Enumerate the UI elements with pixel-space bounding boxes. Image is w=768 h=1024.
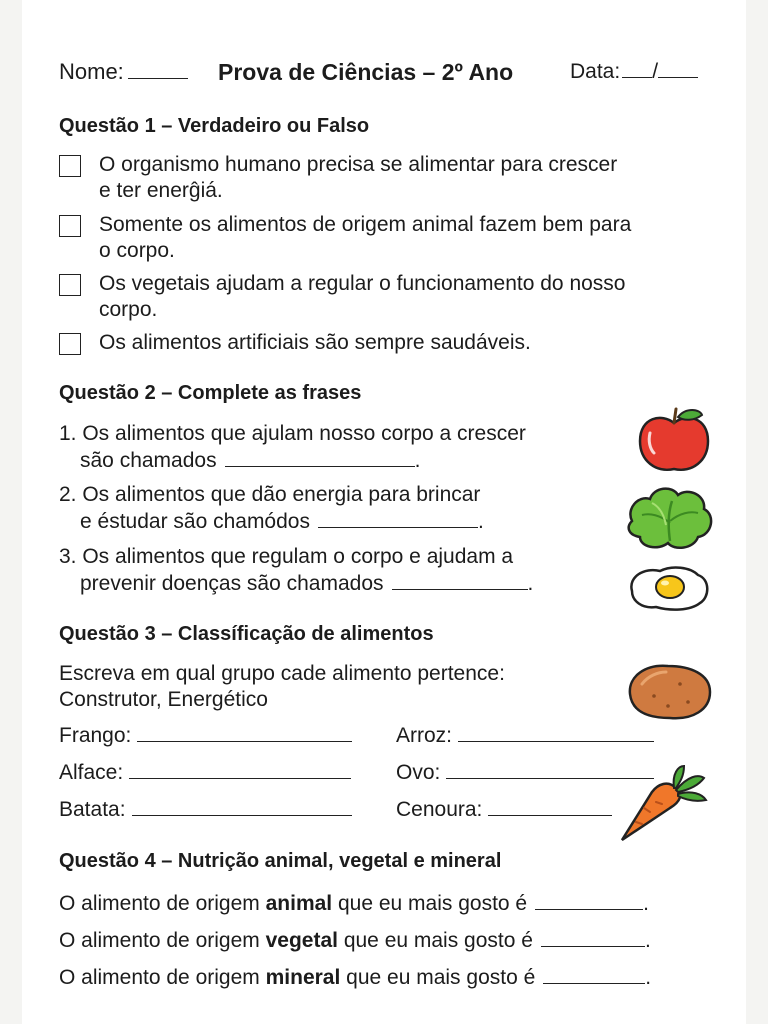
q3-line-alface[interactable]: [129, 776, 351, 779]
date-day-line[interactable]: [622, 75, 652, 78]
q4-answer-line-1[interactable]: [535, 907, 643, 910]
q3-line-batata[interactable]: [132, 813, 352, 816]
carrot-icon: [618, 762, 710, 844]
q4-item-3-period: .: [645, 966, 652, 989]
q4-item-1: [59, 891, 649, 917]
apple-icon: [634, 405, 714, 475]
q1-item-2-line2: o corpo.: [99, 239, 175, 262]
q3-line-frango[interactable]: [137, 739, 352, 742]
q3-right-row-1: [396, 723, 654, 749]
q3-left-row-2: [59, 760, 351, 786]
q4-item-1-post: que eu mais gosto é: [332, 892, 528, 915]
q4-item-3-post: que eu mais gosto é: [340, 966, 536, 989]
q1-item-3-line1: Os vegetais ajudam a regular o funcionamento do nosso: [99, 272, 626, 295]
q1-item-4-line1: Os alimentos artificiais são sempre saudáveis.: [99, 331, 531, 354]
q4-item-2-pre: O alimento de origem: [59, 929, 266, 952]
lettuce-icon: [624, 481, 716, 553]
q1-item-3-line2: corpo.: [99, 298, 158, 321]
q3-title: Questão 3 – Classíficação de alimentos: [59, 623, 434, 645]
q2-item-3-line1: 3. Os alimentos que regulam o corpo e ajudam a: [59, 545, 514, 568]
name-field[interactable]: [59, 59, 188, 85]
fried-egg-icon: [626, 563, 712, 613]
date-field[interactable]: [570, 59, 698, 85]
q2-item-1-period: .: [414, 449, 421, 472]
q4-item-2: [59, 928, 651, 954]
q2-item-1-text: são chamados: [80, 449, 217, 472]
q3-instruction-1: Escreva em qual grupo cade alimento pertence:: [59, 662, 505, 685]
date-month-line[interactable]: [658, 75, 698, 78]
name-line[interactable]: [128, 76, 188, 79]
q3-label-cenoura: Cenoura:: [396, 798, 483, 821]
q2-answer-line-3[interactable]: [392, 587, 528, 590]
q4-item-1-period: .: [643, 892, 649, 915]
q1-checkbox-2[interactable]: [59, 215, 81, 237]
q4-item-1-keyword: animal: [265, 892, 333, 915]
q4-title: Questão 4 – Nutrição animal, vegetal e mineral: [59, 850, 502, 872]
q2-answer-line-2[interactable]: [318, 525, 478, 528]
q1-item-2-line1: Somente os alimentos de origem animal fazem bem para: [99, 213, 632, 236]
q3-label-frango: Frango:: [59, 724, 132, 747]
q1-checkbox-4[interactable]: [59, 333, 81, 355]
q4-item-3: [59, 965, 651, 991]
potato-icon: [624, 660, 714, 724]
q2-item-1-line2: [80, 448, 420, 474]
q3-label-arroz: Arroz:: [396, 724, 453, 747]
q2-item-3-line2: [80, 571, 533, 597]
q1-title: Questão 1 – Verdadeiro ou Falso: [59, 115, 370, 137]
q4-answer-line-2[interactable]: [541, 944, 645, 947]
q3-right-row-2: [396, 760, 654, 786]
q2-item-1-line1: 1. Os alimentos que ajulam nosso corpo a crescer: [59, 422, 526, 445]
q2-item-2-line2: [80, 509, 484, 535]
q4-item-2-keyword: vegetal: [265, 929, 338, 952]
q4-answer-line-3[interactable]: [543, 981, 645, 984]
name-label: Nome:: [59, 59, 124, 84]
q2-item-2-line1: 2. Os alimentos que dão energia para brincar: [59, 483, 481, 506]
q4-item-2-post: que eu mais gosto é: [337, 929, 533, 952]
q1-item-1-line2: e ter enerĝiá.: [99, 179, 223, 202]
worksheet-page: [22, 0, 746, 1024]
q3-right-row-3: [396, 797, 612, 823]
q4-item-3-keyword: mineral: [265, 966, 341, 989]
q1-checkbox-1[interactable]: [59, 155, 81, 177]
page-title: Prova de Ciências – 2º Ano: [218, 59, 514, 85]
q3-left-row-3: [59, 797, 352, 823]
q2-item-2-text: e éstudar são chamódos: [80, 510, 310, 533]
q2-item-3-period: .: [527, 572, 534, 595]
q4-item-3-pre: O alimento de origem: [59, 966, 266, 989]
date-separator: /: [652, 60, 659, 83]
q1-item-1-line1: O organismo humano precisa se alimentar para crescer: [99, 153, 618, 176]
q4-item-1-pre: O alimento de origem: [59, 892, 266, 915]
q1-checkbox-3[interactable]: [59, 274, 81, 296]
q3-label-alface: Alface:: [59, 761, 124, 784]
date-label: Data:: [570, 60, 621, 83]
q3-instruction-2: Construtor, Energético: [59, 688, 268, 711]
q2-title: Questão 2 – Complete as frases: [59, 382, 362, 404]
q2-item-3-text: prevenir doenças são chamados: [80, 572, 384, 595]
q2-answer-line-1[interactable]: [225, 464, 415, 467]
q3-label-ovo: Ovo:: [396, 761, 441, 784]
q3-left-row-1: [59, 723, 352, 749]
q3-label-batata: Batata:: [59, 798, 126, 821]
q2-item-2-period: .: [477, 510, 484, 533]
q3-line-cenoura[interactable]: [488, 813, 612, 816]
q3-line-arroz[interactable]: [458, 739, 654, 742]
q4-item-2-period: .: [644, 929, 651, 952]
